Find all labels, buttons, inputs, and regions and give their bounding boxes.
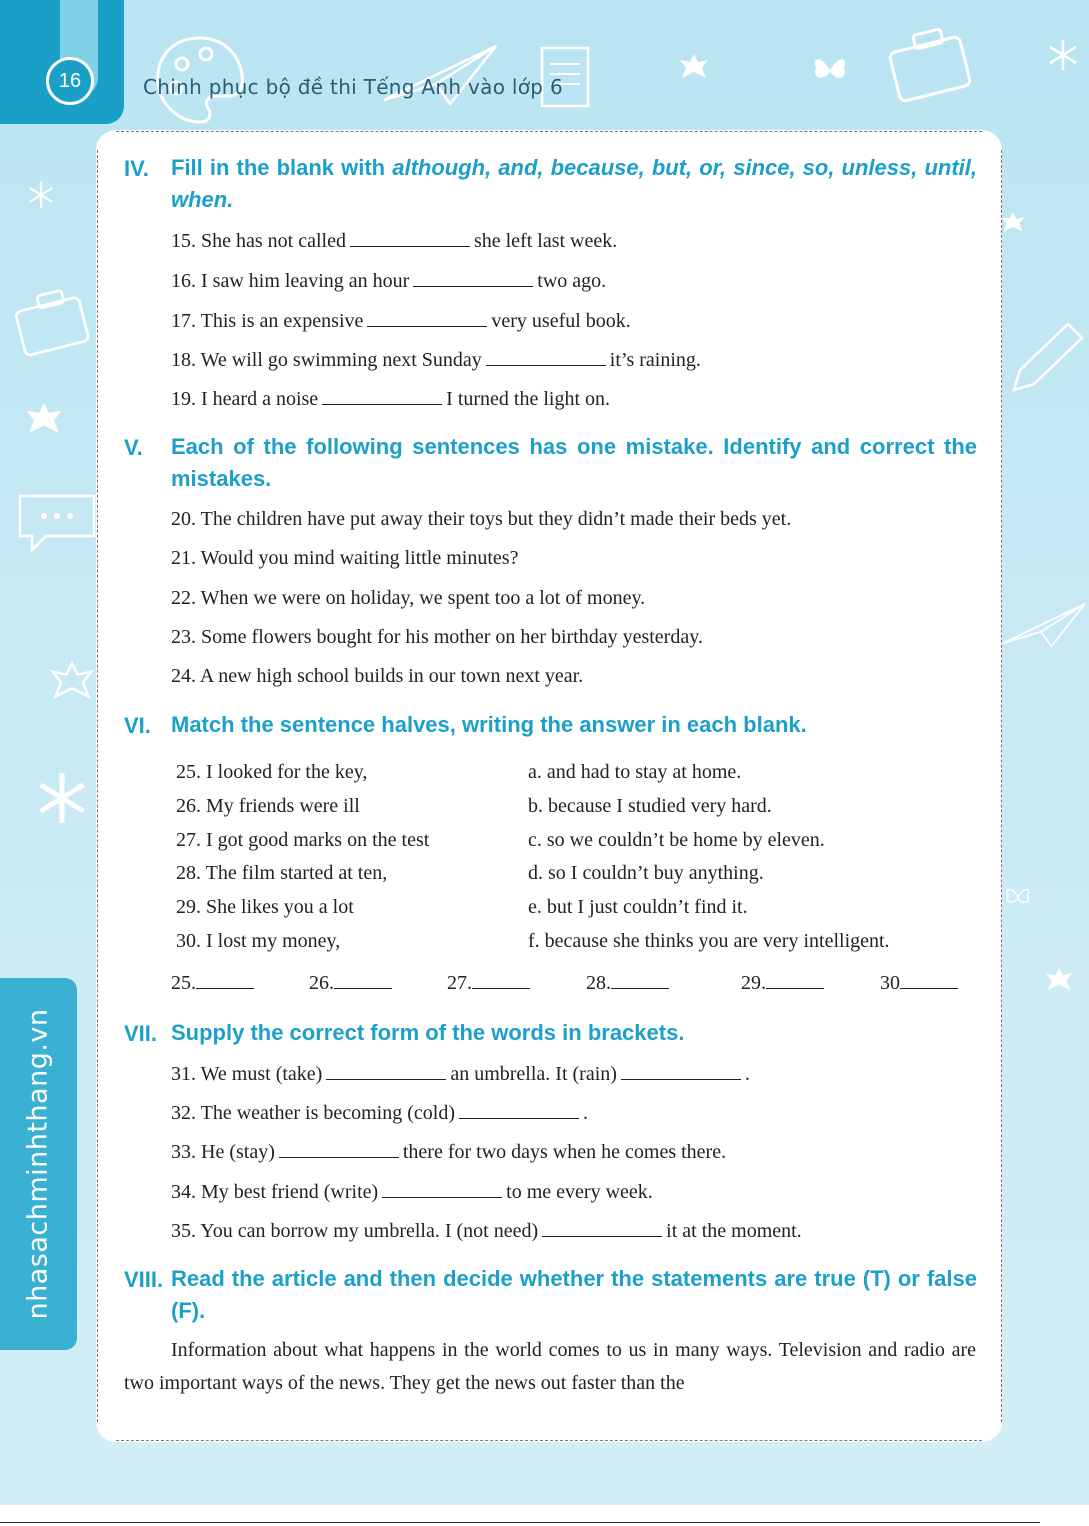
section-title-prefix: Fill in the blank with [171,155,386,180]
answer-blank[interactable] [413,268,533,287]
answer-blank[interactable] [900,970,958,989]
side-brand-text: nhasachminhthang.vn [22,1008,54,1320]
match-answer [741,970,824,995]
article-paragraph: Information about what happens in the world comes to us in many ways. Television and radio are two important ways of the news. They get the news out faster than the [124,1339,976,1394]
exercise-item: 22. When we were on holiday, we spent too a lot of money. [171,587,646,609]
answer-blank[interactable] [322,386,442,405]
match-right-item: a. and had to stay at home. [528,761,742,783]
item-text: 17. This is an expensive [171,310,364,332]
exercise-item [171,386,610,411]
answer-blank[interactable] [334,970,392,989]
exercise-item: 20. The children have put away their toys but they didn’t made their beds yet. [171,508,792,530]
exercise-item [171,228,617,253]
answer-blank[interactable] [326,1061,446,1080]
item-text: 18. We will go swimming next Sunday [171,349,482,371]
answer-blank[interactable] [611,970,669,989]
match-left-item: 30. I lost my money, [176,930,341,952]
answer-blank[interactable] [382,1179,502,1198]
page-number: 16 [46,57,94,105]
exercise-item [171,1061,750,1086]
exercise-item [171,1139,726,1164]
answer-blank[interactable] [279,1139,399,1158]
book-title: Chinh phục bộ đề thi Tếng Anh vào lớp 6 [143,75,563,99]
match-left-item: 25. I looked for the key, [176,761,368,783]
section-title: Match the sentence halves, writing the answer in each blank. [171,712,807,737]
item-text: 31. We must (take) [171,1063,323,1085]
item-text: 15. She has not called [171,230,346,252]
exercise-item: 24. A new high school builds in our town next year. [171,665,584,687]
answer-blank[interactable] [459,1100,579,1119]
item-text: very useful book. [491,310,631,332]
answer-blank[interactable] [350,228,470,247]
item-text: . [744,1063,750,1085]
answer-blank[interactable] [486,347,606,366]
match-right-item: d. so I couldn’t buy anything. [528,862,764,884]
item-text: 34. My best friend (write) [171,1181,379,1203]
answer-blank[interactable] [367,308,487,327]
exercise-item [171,268,606,293]
answer-blank[interactable] [472,970,530,989]
section-number: IV. [124,156,149,181]
answer-label: 27. [447,972,472,994]
answer-label: 26. [309,972,334,994]
answer-blank[interactable] [542,1218,662,1237]
exercise-item [171,308,631,333]
answer-label: 28. [586,972,611,994]
item-text: there for two days when he comes there. [402,1141,727,1163]
exercise-item: 23. Some flowers bought for his mother on her birthday yesterday. [171,626,703,648]
match-right-item: c. so we couldn’t be home by eleven. [528,829,825,851]
item-text: two ago. [537,270,607,292]
exercise-item [171,1218,802,1243]
answer-blank[interactable] [766,970,824,989]
answer-label: 29. [741,972,766,994]
answer-blank[interactable] [196,970,254,989]
match-left-item: 27. I got good marks on the test [176,829,430,851]
match-left-item: 28. The film started at ten, [176,862,388,884]
section-number: V. [124,435,143,460]
item-text: an umbrella. It (rain) [450,1063,617,1085]
match-answer [447,970,530,995]
match-answer [309,970,392,995]
item-text: . [582,1102,588,1124]
item-text: she left last week. [473,230,618,252]
exercise-item: 21. Would you mind waiting little minutes? [171,547,519,569]
match-right-item: f. because she thinks you are very intelligent. [528,930,890,952]
item-text: 33. He (stay) [171,1141,275,1163]
section-number: VI. [124,713,151,738]
section-title: Each of the following sentences has one mistake. Identify and correct the mistakes. [171,434,977,491]
match-answer [880,970,958,995]
answer-label: 25. [171,972,196,994]
exercise-item [171,1100,588,1125]
item-text: to me every week. [506,1181,653,1203]
section-title: Supply the correct form of the words in brackets. [171,1020,685,1045]
exercise-item [171,1179,653,1204]
item-text: 32. The weather is becoming (cold) [171,1102,455,1124]
match-answer [171,970,254,995]
match-left-item: 29. She likes you a lot [176,896,354,918]
match-right-item: e. but I just couldn’t find it. [528,896,748,918]
match-right-item: b. because I studied very hard. [528,795,772,817]
section-keywords: although, and, because, but, or, since, so, unless, until, when. [171,155,977,212]
bottom-rule [0,1522,1040,1523]
answer-label: 30 [880,972,900,994]
item-text: it at the moment. [666,1220,802,1242]
item-text: I turned the light on. [446,388,611,410]
section-title [171,152,977,216]
item-text: it’s raining. [609,349,701,371]
item-text: 19. I heard a noise [171,388,319,410]
section-title: Read the article and then decide whether the statements are true (T) or false (F). [171,1266,977,1323]
answer-blank[interactable] [621,1061,741,1080]
item-text: 16. I saw him leaving an hour [171,270,410,292]
match-left-item: 26. My friends were ill [176,795,360,817]
section-number: VII. [124,1021,158,1046]
match-answer [586,970,669,995]
section-number: VIII. [124,1267,164,1292]
exercise-item [171,347,701,372]
item-text: 35. You can borrow my umbrella. I (not need) [171,1220,539,1242]
